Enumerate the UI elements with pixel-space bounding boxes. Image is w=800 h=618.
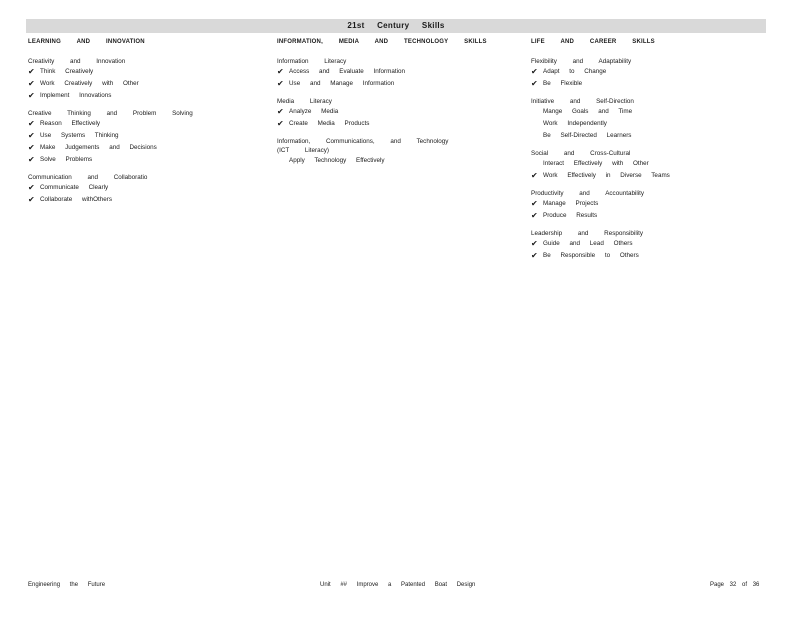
check-icon: ✔ (531, 199, 538, 208)
column-heading: LEARNING AND INNOVATION (28, 39, 145, 45)
check-icon: ✔ (28, 155, 35, 164)
skill-group (28, 109, 268, 166)
check-icon: ✔ (277, 107, 284, 116)
column-heading: LIFE AND CAREER SKILLS (531, 39, 655, 45)
list-item: ✔ Think Creatively (28, 67, 94, 76)
check-icon: ✔ (531, 171, 538, 180)
group-title: Social and Cross-Cultural (531, 150, 631, 157)
skill-group (277, 57, 517, 90)
check-icon: ✔ (28, 79, 35, 88)
group-title: Communication and Collaboratio (28, 174, 148, 181)
group-title: Flexibility and Adaptability (531, 58, 632, 65)
list-item: Be Self-Directed Learners (543, 132, 632, 139)
footer-course: Engineering the Future (28, 582, 106, 588)
list-item: ✔ Analyze Media (277, 107, 339, 116)
list-item: ✔ Access and Evaluate Information (277, 67, 406, 76)
list-item: Mange Goals and Time (543, 108, 633, 115)
list-item: ✔ Work Effectively in Diverse Teams (531, 171, 670, 180)
check-icon: ✔ (28, 131, 35, 140)
list-item: ✔ Make Judgements and Decisions (28, 143, 157, 152)
check-icon: ✔ (28, 119, 35, 128)
list-item: ✔ Produce Results (531, 211, 598, 220)
list-item: ✔ Create Media Products (277, 119, 370, 128)
footer-page-number: Page 32 of 36 (710, 582, 760, 588)
check-icon: ✔ (28, 143, 35, 152)
group-title: Leadership and Responsibility (531, 230, 644, 237)
skill-group (28, 57, 268, 102)
skill-group (531, 149, 771, 182)
list-item: Interact Effectively with Other (543, 160, 649, 167)
check-icon: ✔ (531, 211, 538, 220)
list-item: ✔ Work Creatively with Other (28, 79, 139, 88)
check-icon: ✔ (531, 79, 538, 88)
check-icon: ✔ (28, 67, 35, 76)
group-title: Information, Communications, and Technology (ICT Literacy) (277, 138, 449, 154)
skill-group (531, 229, 771, 262)
group-title: Creativity and Innovation (28, 58, 126, 65)
skill-group (28, 173, 268, 206)
list-item: ✔ Guide and Lead Others (531, 239, 633, 248)
column-heading: INFORMATION, MEDIA AND TECHNOLOGY SKILLS (277, 39, 487, 45)
column-information-media-technology (277, 37, 517, 174)
skill-group (277, 97, 517, 130)
page-title: 21st Century Skills (26, 19, 766, 33)
list-item: ✔ Adapt to Change (531, 67, 607, 76)
list-item: ✔ Manage Projects (531, 199, 599, 208)
check-icon: ✔ (531, 67, 538, 76)
list-item: Apply Technology Effectively (289, 157, 385, 164)
list-item: Work Independently (543, 120, 607, 127)
skill-group (277, 137, 517, 167)
column-life-career (531, 37, 771, 269)
group-title: Information Literacy (277, 58, 347, 65)
group-title: Productivity and Accountability (531, 190, 645, 197)
skill-group (531, 97, 771, 142)
check-icon: ✔ (531, 239, 538, 248)
group-title: Initiative and Self-Direction (531, 98, 634, 105)
check-icon: ✔ (277, 67, 284, 76)
list-item: ✔ Implement Innovations (28, 91, 112, 100)
footer-unit: Unit ## Improve a Patented Boat Design (320, 582, 476, 588)
list-item: ✔ Collaborate withOthers (28, 195, 113, 204)
group-title: Creative Thinking and Problem Solving (28, 110, 193, 117)
check-icon: ✔ (28, 195, 35, 204)
list-item: ✔ Be Responsible to Others (531, 251, 639, 260)
group-title: Media Literacy (277, 98, 332, 105)
list-item: ✔ Use and Manage Information (277, 79, 395, 88)
check-icon: ✔ (531, 251, 538, 260)
check-icon: ✔ (28, 91, 35, 100)
list-item: ✔ Be Flexible (531, 79, 583, 88)
check-icon: ✔ (277, 119, 284, 128)
check-icon: ✔ (277, 79, 284, 88)
skill-group (531, 57, 771, 90)
list-item: ✔ Use Systems Thinking (28, 131, 119, 140)
skill-group (531, 189, 771, 222)
list-item: ✔ Communicate Clearly (28, 183, 109, 192)
list-item: ✔ Reason Effectively (28, 119, 101, 128)
list-item: ✔ Solve Problems (28, 155, 93, 164)
check-icon: ✔ (28, 183, 35, 192)
column-learning-innovation (28, 37, 268, 213)
